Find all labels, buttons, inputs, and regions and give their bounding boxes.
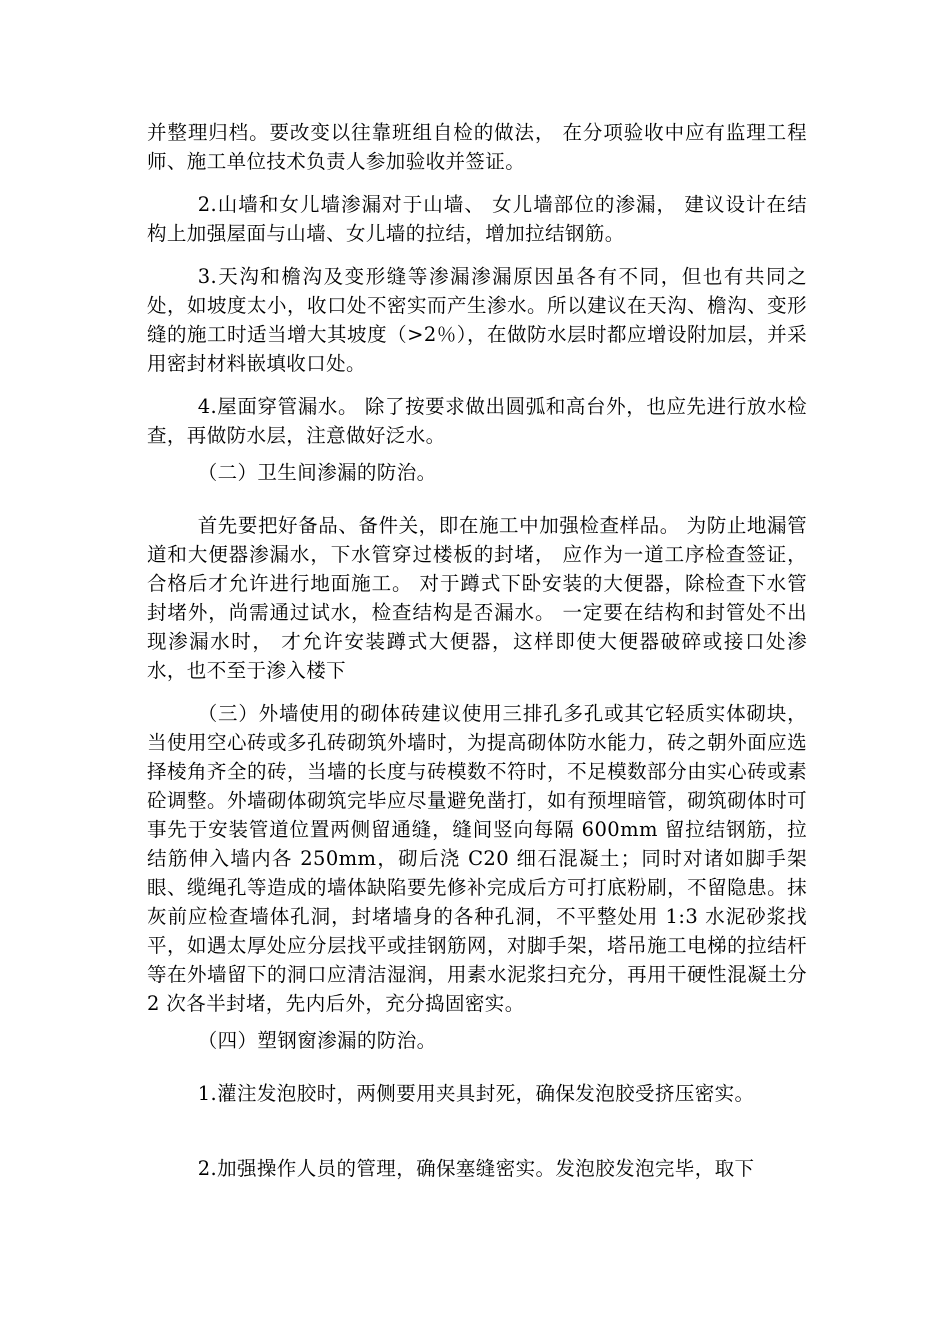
document-body	[147, 118, 807, 1183]
paragraph-exterior-wall: （三）外墙使用的砌体砖建议使用三排孔多孔或其它轻质实体砌块，当使用空心砖或多孔砖砌筑外墙时，为提高砌体防水能力，砖之朝外面应选择棱角齐全的砖，当墙的长度与砖模数不符时，不足模数部分由实心砖或素砼调整。外墙砌体砌筑完毕应尽量避免凿打，如有预埋暗管，砌筑砌体时可事先于安装管道位置两侧留通缝，缝间竖向每隔 600mm 留拉结钢筋，拉结筋伸入墙内各 250mm，砌后浇 C20 细石混凝土；同时对诸如脚手架眼、缆绳孔等造成的墙体缺陷要先修补完成后方可打底粉刷，不留隐患。抹灰前应检查墙体孔洞，封堵墙身的各种孔洞，不平整处用 1:3 水泥砂浆找平，如遇太厚处应分层找平或挂钢筋网，对脚手架，塔吊施工电梯的拉结杆等在外墙留下的洞口应清洁湿润，用素水泥浆扫充分，再用干硬性混凝土分 2 次各半封堵，先内后外，充分捣固密实。	[147, 702, 807, 1015]
paragraph-gutter-leakage: 3.天沟和檐沟及变形缝等渗漏渗漏原因虽各有不同，但也有共同之处，如坡度太小，收口处不密实而产生渗水。所以建议在天沟、檐沟、变形缝的施工时适当增大其坡度（>2％），在做防水层时都应增设附加层，并采用密封材料嵌填收口处。	[147, 265, 807, 375]
heading-bathroom-leakage: （二）卫生间渗漏的防治。	[197, 461, 437, 484]
paragraph-roof-pipe-leakage: 4.屋面穿管漏水。 除了按要求做出圆弧和高台外，也应先进行放水检查，再做防水层，注意做好泛水。	[147, 395, 807, 447]
heading-plastic-steel-window: （四）塑钢窗渗漏的防治。	[197, 1029, 437, 1052]
paragraph-operator-management: 2.加强操作人员的管理，确保塞缝密实。发泡胶发泡完毕，取下	[197, 1157, 755, 1180]
paragraph-bathroom-leakage: 首先要把好备品、备件关，即在施工中加强检查样品。 为防止地漏管道和大便器渗漏水，下水管穿过楼板的封堵， 应作为一道工序检查签证，合格后才允许进行地面施工。 对于蹲式下卧安装的大便器，除检查下水管封堵外，尚需通过试水，检查结构是否漏水。 一定要在结构和封管处不出现渗漏水时， 才允许安装蹲式大便器，这样即使大便器破碎或接口处渗水，也不至于渗入楼下	[147, 514, 807, 682]
paragraph-1-continuation: 并整理归档。要改变以往靠班组自检的做法， 在分项验收中应有监理工程师、施工单位技术负责人参加验收并签证。	[147, 121, 807, 173]
paragraph-foam-injection: 1.灌注发泡胶时，两侧要用夹具封死，确保发泡胶受挤压密实。	[197, 1082, 755, 1105]
paragraph-gable-parapet-leakage: 2.山墙和女儿墙渗漏对于山墙、 女儿墙部位的渗漏， 建议设计在结构上加强屋面与山墙、女儿墙的拉结，增加拉结钢筋。	[147, 193, 807, 245]
